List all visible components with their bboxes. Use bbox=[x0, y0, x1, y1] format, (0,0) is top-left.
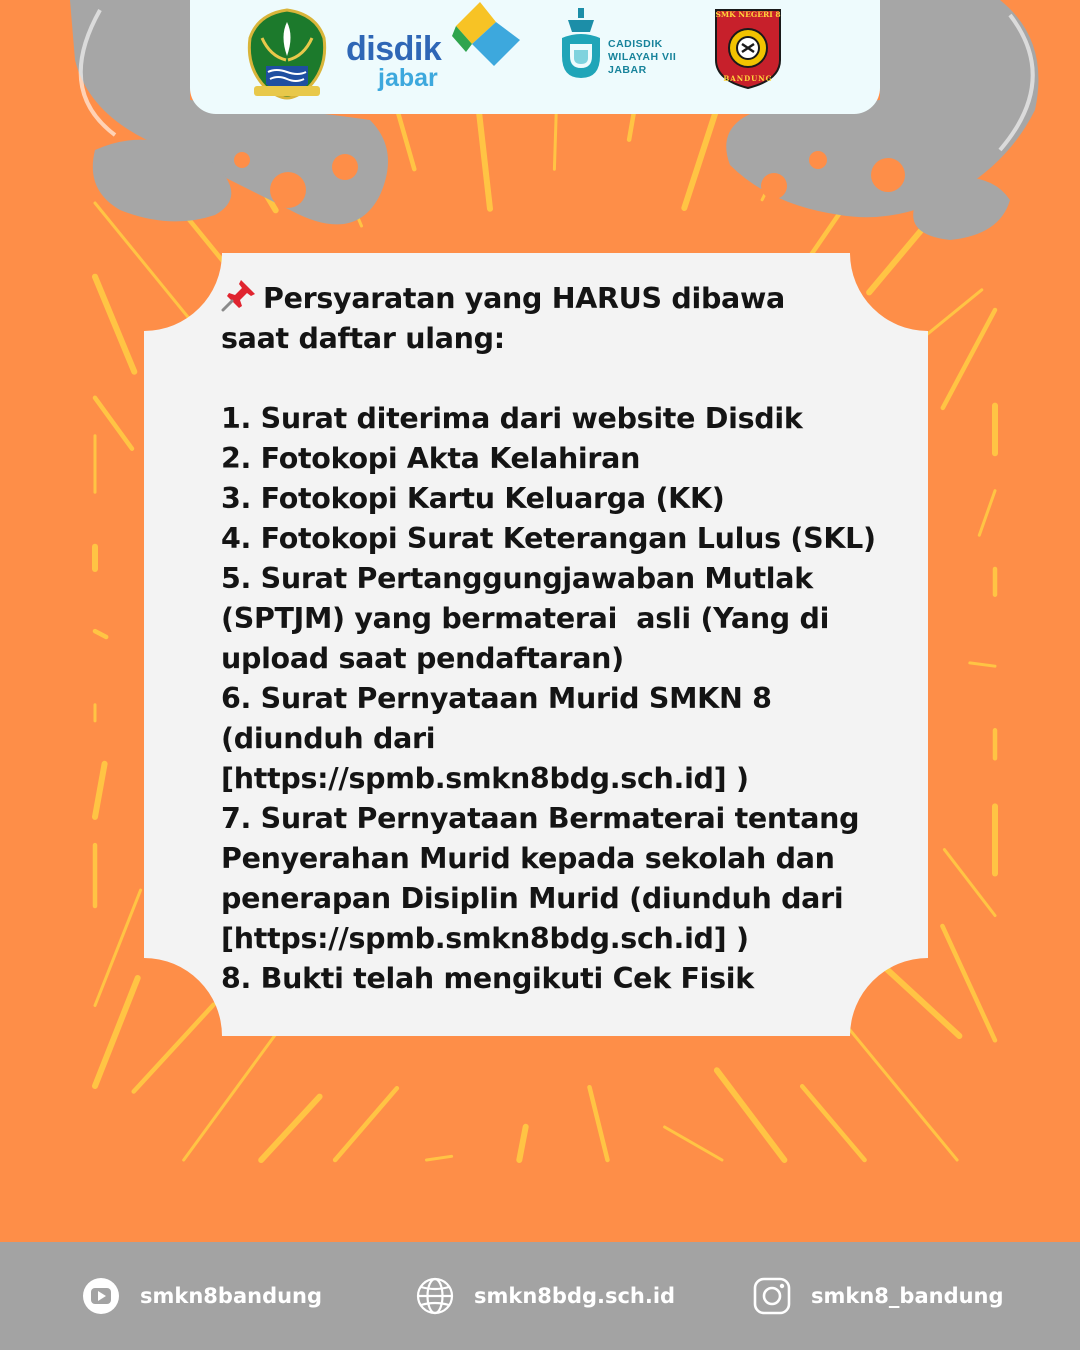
logo-bar bbox=[190, 0, 880, 114]
youtube-link[interactable] bbox=[82, 1276, 322, 1316]
sunburst-ray bbox=[519, 1127, 525, 1160]
requirements-content bbox=[221, 278, 901, 999]
pushpin-icon bbox=[221, 278, 257, 312]
list-item: 7. Surat Pernyataan Bermaterai tentang Penyerahan Murid kepada sekolah dan penerapan Disiplin Murid (diunduh dari [https://spmb.smkn8bdg.sch.id] ) bbox=[221, 802, 860, 955]
jabar-crest-icon bbox=[246, 8, 328, 100]
list-item: 3. Fotokopi Kartu Keluarga (KK) bbox=[221, 482, 725, 515]
website-link[interactable] bbox=[416, 1276, 675, 1316]
footer-bar bbox=[0, 1242, 1080, 1350]
smkn8-logo-top-text: SMK NEGERI 8 bbox=[715, 10, 781, 19]
disdik-wordmark: disdik bbox=[346, 30, 442, 68]
sunburst-ray bbox=[665, 1127, 722, 1160]
sunburst-ray bbox=[944, 850, 995, 916]
list-item: 8. Bukti telah mengikuti Cek Fisik bbox=[221, 962, 754, 995]
instagram-link[interactable] bbox=[753, 1276, 1004, 1316]
sunburst-ray bbox=[942, 926, 995, 1040]
sunburst-ray bbox=[95, 277, 134, 372]
youtube-icon bbox=[82, 1277, 120, 1315]
sunburst-ray bbox=[95, 978, 138, 1086]
cadisdik-line: JABAR bbox=[608, 64, 647, 76]
list-item: 6. Surat Pernyataan Murid SMKN 8 (diunduh dari [https://spmb.smkn8bdg.sch.id] ) bbox=[221, 682, 772, 795]
sunburst-ray bbox=[979, 491, 995, 536]
sunburst-ray bbox=[184, 1017, 289, 1160]
sunburst-ray bbox=[970, 663, 995, 666]
cadisdik-text bbox=[608, 38, 698, 77]
list-item: 4. Fotokopi Surat Keterangan Lulus (SKL) bbox=[221, 522, 876, 555]
cadisdik-logo bbox=[556, 6, 696, 86]
youtube-handle: smkn8bandung bbox=[140, 1284, 323, 1308]
cadisdik-icon bbox=[556, 6, 606, 82]
jabar-wordmark: jabar bbox=[378, 64, 438, 92]
disdik-jabar-logo bbox=[340, 0, 530, 110]
instagram-handle: smkn8_bandung bbox=[811, 1284, 1004, 1308]
sunburst-ray bbox=[335, 1088, 397, 1160]
list-item: 1. Surat diterima dari website Disdik bbox=[221, 402, 803, 435]
sunburst-ray bbox=[95, 398, 132, 449]
cadisdik-line: CADISDIK bbox=[608, 38, 663, 50]
sunburst-ray bbox=[427, 1156, 452, 1160]
instagram-icon bbox=[753, 1277, 791, 1315]
list-item: 2. Fotokopi Akta Kelahiran bbox=[221, 442, 641, 475]
sunburst-ray bbox=[717, 1070, 785, 1160]
globe-icon bbox=[416, 1277, 454, 1315]
sunburst-ray bbox=[261, 1097, 319, 1160]
cadisdik-line: WILAYAH VII bbox=[608, 51, 677, 63]
website-url: smkn8bdg.sch.id bbox=[474, 1284, 676, 1308]
smkn8-logo bbox=[714, 8, 782, 90]
list-item: 5. Surat Pertanggungjawaban Mutlak (SPTJM) yang bermaterai asli (Yang di upload saat pendaftaran) bbox=[221, 562, 830, 675]
requirements-list bbox=[221, 399, 901, 999]
sunburst-ray bbox=[802, 1086, 864, 1160]
sunburst-ray bbox=[838, 1016, 957, 1160]
disdik-diamond-icon bbox=[444, 0, 524, 72]
smkn8-logo-bottom-text: BANDUNG bbox=[723, 74, 773, 83]
card-title-text: Persyaratan yang HARUS dibawa saat daftar ulang: bbox=[221, 282, 785, 355]
sunburst-ray bbox=[943, 310, 995, 408]
sunburst-ray bbox=[590, 1087, 608, 1160]
sunburst-ray bbox=[95, 764, 105, 817]
sunburst-ray bbox=[95, 631, 106, 637]
card-title bbox=[221, 278, 901, 359]
